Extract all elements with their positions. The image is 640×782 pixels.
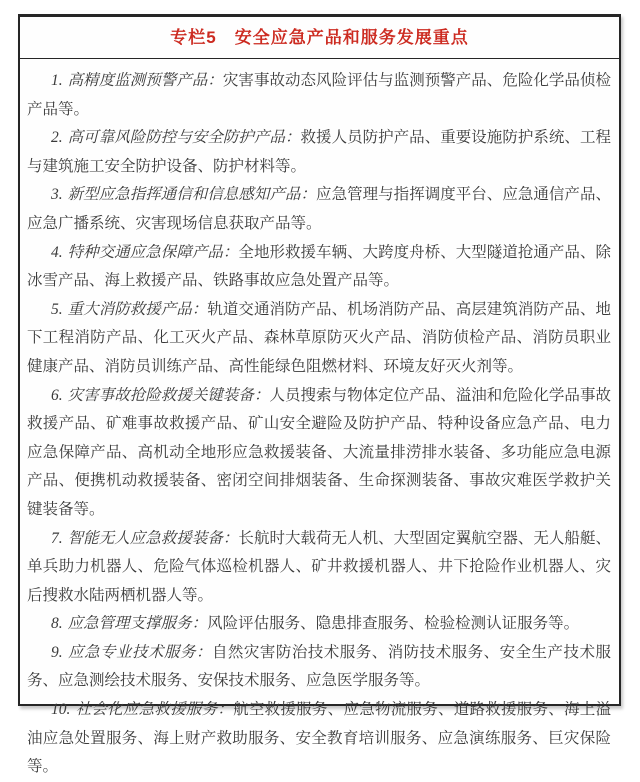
list-item bbox=[27, 124, 611, 181]
item-term: 高精度监测预警产品 bbox=[67, 72, 208, 89]
item-term: 灾害事故抢险救援关键装备 bbox=[67, 386, 254, 404]
term-colon: ： bbox=[191, 300, 208, 318]
item-number: 1. bbox=[51, 72, 63, 89]
item-term: 高可靠风险防控与安全防护产品 bbox=[67, 129, 285, 147]
item-term: 应急管理支撑服务 bbox=[67, 615, 192, 633]
item-term: 特种交通应急保障产品 bbox=[67, 243, 223, 261]
item-description: 应急管理与指挥调度平台、应急通信产品、应急广播系统、灾害现场信息获取产品等。 bbox=[27, 186, 611, 232]
item-number: 5. bbox=[51, 300, 63, 318]
item-description: 灾害事故动态风险评估与监测预警产品、危险化学品侦检产品等。 bbox=[27, 72, 611, 118]
term-colon: ： bbox=[195, 643, 212, 661]
list-item bbox=[27, 181, 611, 238]
item-number: 9. bbox=[51, 643, 63, 661]
item-number: 7. bbox=[51, 529, 63, 547]
item-number: 10. bbox=[51, 701, 71, 719]
item-term: 新型应急指挥通信和信息感知产品 bbox=[67, 186, 301, 204]
item-description: 自然灾害防治技术服务、消防技术服务、安全生产技术服务、应急测绘技术服务、安保技术服务、应急医学服务等。 bbox=[27, 643, 611, 690]
item-term: 重大消防救援产品 bbox=[67, 300, 192, 318]
item-term: 社会化应急救援服务 bbox=[75, 701, 218, 719]
list-item bbox=[27, 610, 611, 639]
list-item bbox=[27, 525, 611, 611]
list-item bbox=[27, 639, 611, 696]
panel-title: 专栏5 安全应急产品和服务发展重点 bbox=[20, 17, 619, 59]
item-description: 长航时大载荷无人机、大型固定翼航空器、无人船艇、单兵助力机器人、危险气体巡检机器人、矿井救援机器人、井下抢险作业机器人、灾后搜救水陆两栖机器人等。 bbox=[27, 529, 611, 604]
item-description: 轨道交通消防产品、机场消防产品、高层建筑消防产品、地下工程消防产品、化工灭火产品、森林草原防灭火产品、消防侦检产品、消防员职业健康产品、消防员训练产品、高性能绿色阻燃材料、环境友好灭火剂等。 bbox=[27, 300, 611, 375]
item-description: 救援人员防护产品、重要设施防护系统、工程与建筑施工安全防护设备、防护材料等。 bbox=[27, 129, 611, 175]
term-colon: ： bbox=[207, 72, 223, 89]
panel-body bbox=[20, 59, 619, 782]
column-box bbox=[18, 14, 621, 776]
item-number: 6. bbox=[51, 386, 63, 404]
term-colon: ： bbox=[191, 615, 208, 633]
term-colon: ： bbox=[217, 701, 234, 719]
item-description: 航空救援服务、应急物流服务、道路救援服务、海上溢油应急处置服务、海上财产救助服务、安全教育培训服务、应急演练服务、巨灾保险等。 bbox=[27, 701, 611, 776]
list-item bbox=[27, 67, 611, 124]
item-number: 2. bbox=[51, 129, 63, 147]
term-colon: ： bbox=[222, 529, 239, 547]
list-item bbox=[27, 239, 611, 296]
term-colon: ： bbox=[284, 129, 301, 147]
term-colon: ： bbox=[253, 386, 270, 404]
item-term: 应急专业技术服务 bbox=[67, 643, 196, 661]
list-item bbox=[27, 382, 611, 525]
list-item bbox=[27, 696, 611, 782]
item-description: 全地形救援车辆、大跨度舟桥、大型隧道抢通产品、除冰雪产品、海上救援产品、铁路事故应急处置产品等。 bbox=[27, 243, 611, 290]
list-item bbox=[27, 296, 611, 382]
item-term: 智能无人应急救援装备 bbox=[67, 529, 223, 547]
term-colon: ： bbox=[222, 243, 239, 261]
item-number: 4. bbox=[51, 243, 63, 261]
item-description: 人员搜索与物体定位产品、溢油和危险化学品事故救援产品、矿难事故救援产品、矿山安全避险及防护产品、特种设备应急产品、电力应急保障产品、高机动全地形应急救援装备、大流量排涝排水装备、多功能应急电源产品、便携机动救援装备、密闭空间排烟装备、生命探测装备、事故灾难医学救护关键装备等。 bbox=[27, 386, 611, 518]
item-number: 3. bbox=[51, 186, 63, 204]
item-number: 8. bbox=[51, 615, 63, 633]
term-colon: ： bbox=[300, 186, 317, 204]
item-description: 风险评估服务、隐患排查服务、检验检测认证服务等。 bbox=[207, 615, 580, 633]
